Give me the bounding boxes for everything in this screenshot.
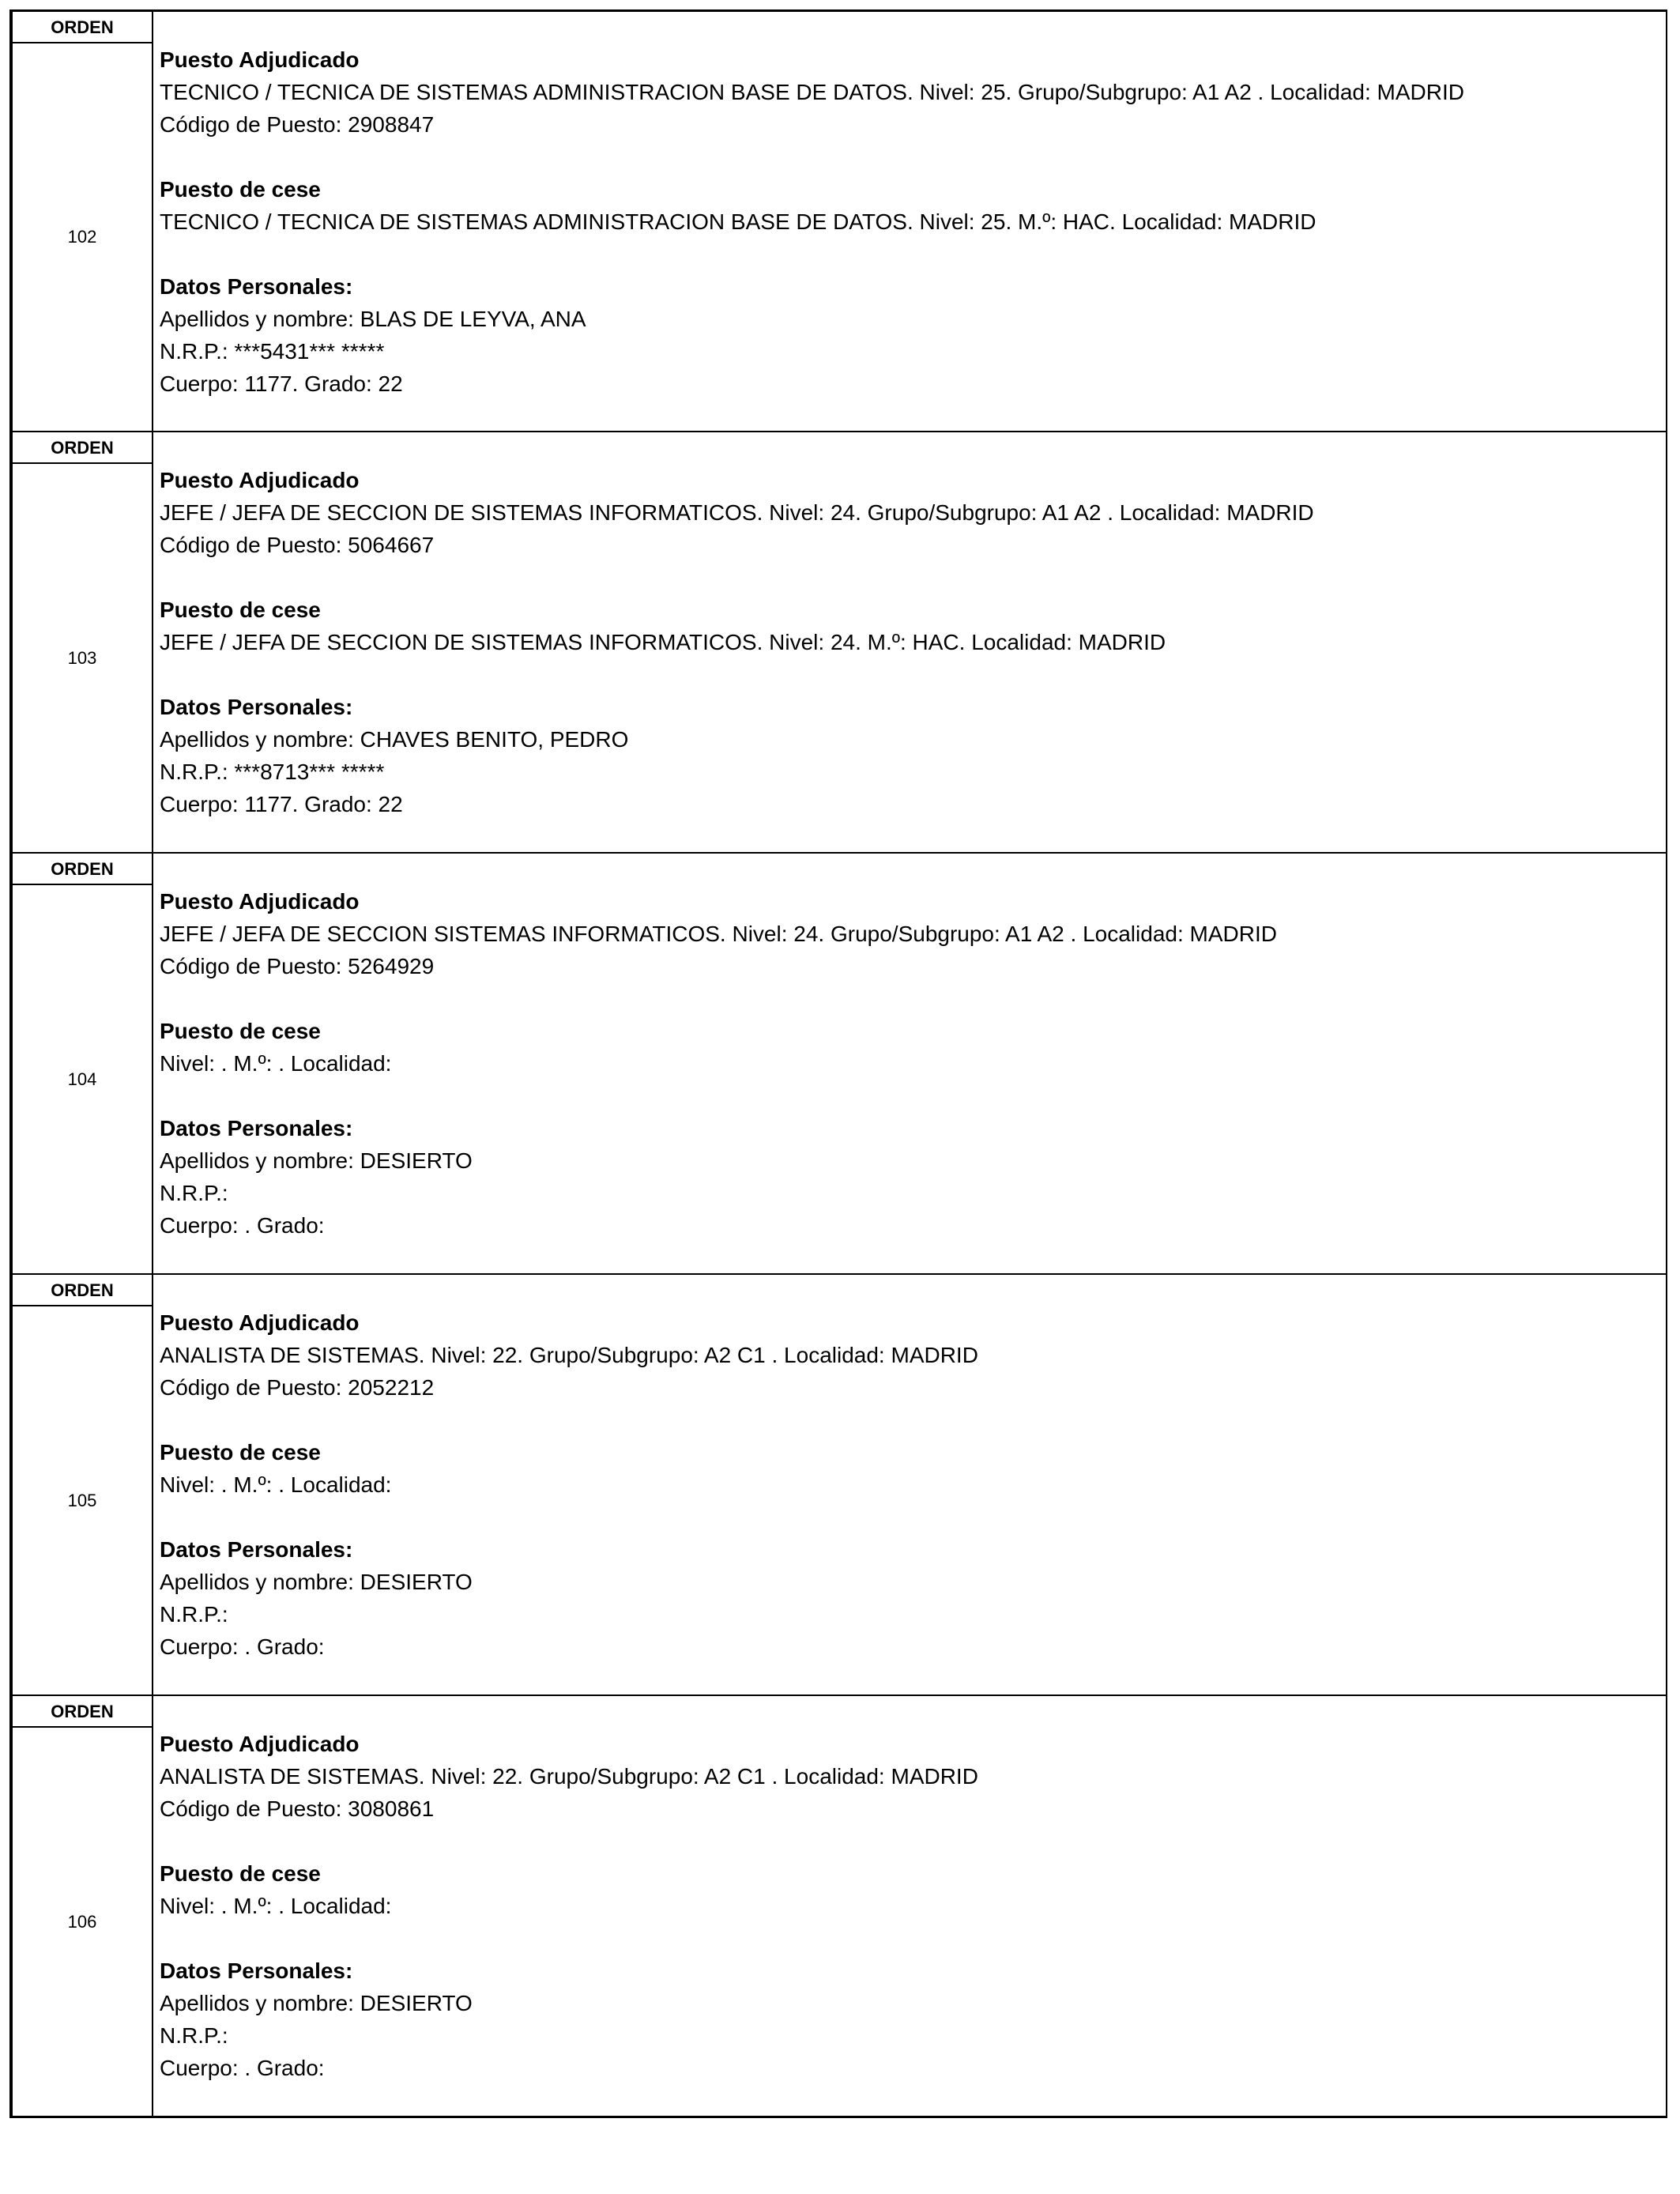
orden-header: ORDEN: [13, 1696, 152, 1728]
puesto-adjudicado-heading: Puesto Adjudicado: [160, 1310, 360, 1335]
orden-header: ORDEN: [13, 432, 152, 464]
nrp: N.R.P.:: [160, 1602, 228, 1627]
puesto-cese-heading: Puesto de cese: [160, 1019, 321, 1043]
orden-number: 104: [67, 1069, 97, 1089]
datos-personales-heading: Datos Personales:: [160, 1537, 353, 1562]
puesto-adjudicado-line: TECNICO / TECNICA DE SISTEMAS ADMINISTRACION BASE DE DATOS. Nivel: 25. Grupo/Subgrupo: A1 A2 . Localidad: MADRID: [160, 80, 1464, 104]
orden-header: ORDEN: [13, 854, 152, 885]
orden-number: 102: [67, 227, 97, 247]
entry-content: [160, 43, 1658, 400]
puesto-adjudicado-line: ANALISTA DE SISTEMAS. Nivel: 22. Grupo/Subgrupo: A2 C1 . Localidad: MADRID: [160, 1764, 978, 1789]
datos-personales-heading: Datos Personales:: [160, 274, 353, 299]
puesto-adjudicado-line: ANALISTA DE SISTEMAS. Nivel: 22. Grupo/Subgrupo: A2 C1 . Localidad: MADRID: [160, 1343, 978, 1367]
cuerpo-grado: Cuerpo: 1177. Grado: 22: [160, 792, 403, 816]
puesto-adjudicado-heading: Puesto Adjudicado: [160, 889, 360, 914]
puesto-cese-heading: Puesto de cese: [160, 177, 321, 202]
puesto-cese-heading: Puesto de cese: [160, 1861, 321, 1886]
puesto-cese-line: Nivel: . M.º: . Localidad:: [160, 1051, 392, 1076]
orden-number: 106: [67, 1911, 97, 1932]
codigo-puesto: Código de Puesto: 2908847: [160, 112, 435, 137]
apellidos-nombre: Apellidos y nombre: DESIERTO: [160, 1991, 473, 2015]
entry-row: [9, 1273, 1667, 1695]
entry-row: [9, 1695, 1667, 2118]
orden-header: ORDEN: [13, 1275, 152, 1306]
datos-personales-heading: Datos Personales:: [160, 1958, 353, 1983]
puesto-cese-heading: Puesto de cese: [160, 1440, 321, 1465]
nrp: N.R.P.: ***8713*** *****: [160, 760, 385, 784]
puesto-adjudicado-line: JEFE / JEFA DE SECCION SISTEMAS INFORMATICOS. Nivel: 24. Grupo/Subgrupo: A1 A2 . Localidad: MADRID: [160, 922, 1277, 946]
datos-personales-heading: Datos Personales:: [160, 1116, 353, 1140]
puesto-cese-line: JEFE / JEFA DE SECCION DE SISTEMAS INFORMATICOS. Nivel: 24. M.º: HAC. Localidad: MADRID: [160, 630, 1166, 654]
orden-number: 105: [67, 1490, 97, 1510]
entry-row: [9, 431, 1667, 852]
cuerpo-grado: Cuerpo: . Grado:: [160, 1213, 325, 1238]
apellidos-nombre: Apellidos y nombre: DESIERTO: [160, 1148, 473, 1173]
codigo-puesto: Código de Puesto: 2052212: [160, 1375, 435, 1400]
orden-column: [13, 432, 153, 852]
nrp: N.R.P.:: [160, 2023, 228, 2048]
puesto-adjudicado-heading: Puesto Adjudicado: [160, 468, 360, 492]
datos-personales-heading: Datos Personales:: [160, 695, 353, 719]
codigo-puesto: Código de Puesto: 5264929: [160, 954, 435, 978]
cuerpo-grado: Cuerpo: . Grado:: [160, 2056, 325, 2080]
nrp: N.R.P.:: [160, 1181, 228, 1205]
codigo-puesto: Código de Puesto: 3080861: [160, 1796, 435, 1821]
puesto-cese-heading: Puesto de cese: [160, 598, 321, 622]
entry-row: [9, 852, 1667, 1273]
entry-content: [160, 464, 1658, 820]
orden-column: [13, 1696, 153, 2116]
puesto-adjudicado-heading: Puesto Adjudicado: [160, 47, 360, 72]
entry-row: [9, 9, 1667, 431]
entry-content: [160, 1728, 1658, 2084]
orden-column: [13, 1275, 153, 1695]
document-table: [9, 9, 1667, 2118]
cuerpo-grado: Cuerpo: 1177. Grado: 22: [160, 371, 403, 396]
nrp: N.R.P.: ***5431*** *****: [160, 339, 385, 364]
apellidos-nombre: Apellidos y nombre: CHAVES BENITO, PEDRO: [160, 727, 629, 752]
apellidos-nombre: Apellidos y nombre: DESIERTO: [160, 1570, 473, 1594]
apellidos-nombre: Apellidos y nombre: BLAS DE LEYVA, ANA: [160, 307, 586, 331]
codigo-puesto: Código de Puesto: 5064667: [160, 533, 435, 557]
puesto-cese-line: TECNICO / TECNICA DE SISTEMAS ADMINISTRACION BASE DE DATOS. Nivel: 25. M.º: HAC. Localidad: MADRID: [160, 209, 1317, 234]
puesto-cese-line: Nivel: . M.º: . Localidad:: [160, 1894, 392, 1918]
entry-content: [160, 1306, 1658, 1663]
orden-number: 103: [67, 647, 97, 668]
orden-column: [13, 854, 153, 1273]
entry-content: [160, 885, 1658, 1242]
cuerpo-grado: Cuerpo: . Grado:: [160, 1634, 325, 1659]
puesto-adjudicado-line: JEFE / JEFA DE SECCION DE SISTEMAS INFORMATICOS. Nivel: 24. Grupo/Subgrupo: A1 A2 . Localidad: MADRID: [160, 500, 1314, 525]
orden-column: [13, 12, 153, 431]
puesto-adjudicado-heading: Puesto Adjudicado: [160, 1732, 360, 1756]
orden-header: ORDEN: [13, 12, 152, 43]
puesto-cese-line: Nivel: . M.º: . Localidad:: [160, 1472, 392, 1497]
